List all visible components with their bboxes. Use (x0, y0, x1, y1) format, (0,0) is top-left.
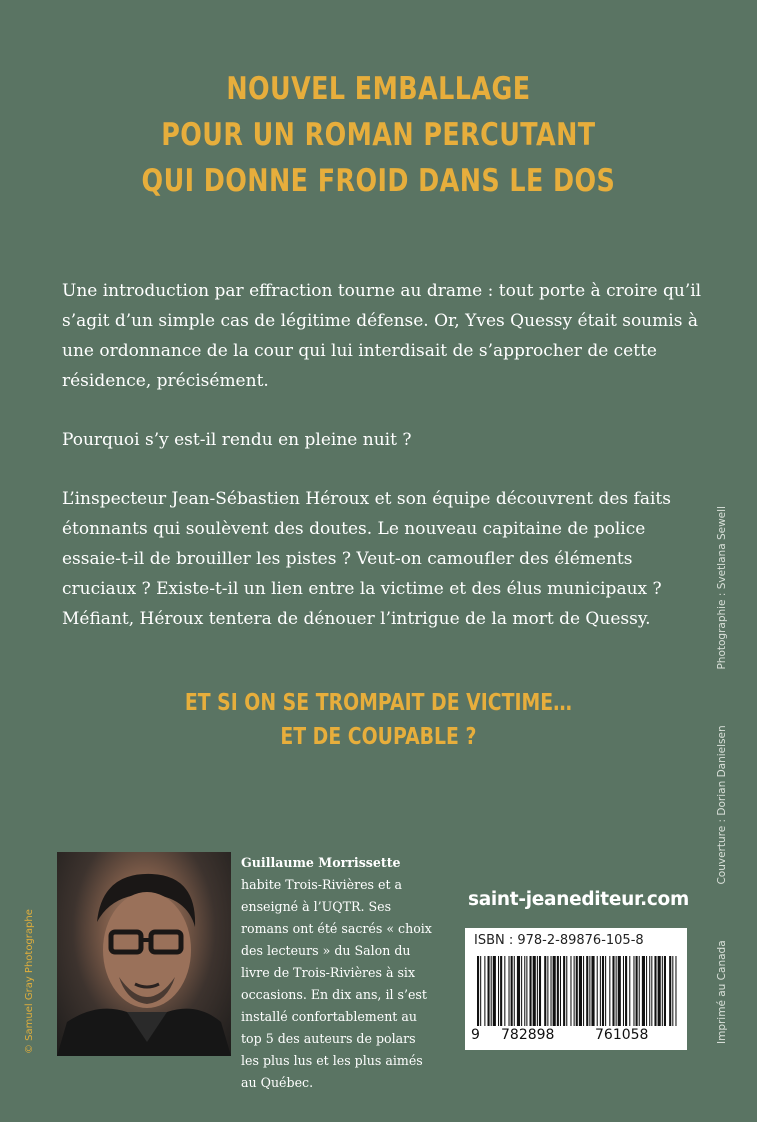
publisher-website[interactable]: saint-jeanediteur.com (468, 889, 689, 910)
barcode-bar (488, 956, 490, 1026)
photography-credit: Photographie : Svetlana Sewell (716, 506, 728, 670)
barcode-bar (477, 956, 479, 1026)
barcode-first-digit: 9 (471, 1027, 480, 1043)
author-bio (241, 852, 436, 1094)
headline (68, 66, 689, 204)
barcode-bar (484, 956, 485, 1026)
barcode-bar (672, 956, 673, 1026)
barcode-bar (480, 956, 481, 1026)
barcode-bar (589, 956, 590, 1026)
barcode-bar (524, 956, 525, 1026)
barcode-bar (514, 956, 515, 1026)
blurb-paragraph-2: Pourquoi s’y est-il rendu en pleine nuit ? (62, 430, 412, 450)
barcode-bar (547, 956, 548, 1026)
barcode-bar (517, 956, 520, 1026)
isbn-barcode-box (465, 928, 687, 1050)
barcode-bar (579, 956, 582, 1026)
tagline (68, 686, 689, 754)
barcode-bar (586, 956, 588, 1026)
barcode-bar (557, 956, 559, 1026)
barcode-bar (669, 956, 671, 1026)
author-bio-text: habite Trois-Rivières et a enseigné à l’UQTR. Ses romans ont été sacrés « choix des lecteurs » du Salon du livre de Trois-Rivières à six occasions. En dix ans, il s’est installé confortablement au top 5 des auteurs de polars les plus lus et les plus aimés au Québec. (241, 877, 432, 1090)
barcode-bar (530, 956, 532, 1026)
barcode-bar (537, 956, 538, 1026)
barcode-bar (629, 956, 630, 1026)
author-name: Guillaume Morrissette (241, 855, 401, 870)
barcode-bar (526, 956, 527, 1026)
barcode-bar (576, 956, 578, 1026)
barcode-bar (591, 956, 594, 1026)
barcode-bar (633, 956, 634, 1026)
barcode-bar (609, 956, 610, 1026)
barcode-bar (500, 956, 502, 1026)
barcode-bar (623, 956, 624, 1026)
barcode-left-digits: 782898 (501, 1027, 555, 1043)
barcode-bar (491, 956, 492, 1026)
printed-in-label: Imprimé au Canada (716, 940, 728, 1044)
barcode-bar (521, 956, 522, 1026)
headline-line-3: QUI DONNE FROID DANS LE DOS (141, 163, 616, 199)
barcode-bar (560, 956, 561, 1026)
barcode-bar (625, 956, 627, 1026)
barcode-bar (509, 956, 510, 1026)
barcode-bar (511, 956, 513, 1026)
blurb-paragraph-1: Une introduction par effraction tourne au drame : tout porte à croire qu’il s’agit d’un simple cas de légitime défense. Or, Yves Quessy était soumis à une ordonnance de la cour qui lui interdisait de s’approcher de cette résidence, précisément. (62, 281, 702, 391)
barcode-bar (551, 956, 552, 1026)
tagline-line-2: ET DE COUPABLE ? (280, 724, 477, 750)
vertical-credits (712, 506, 732, 1044)
barcode-bar (646, 956, 647, 1026)
barcode-bar (533, 956, 536, 1026)
blurb-paragraph-3: L’inspecteur Jean-Sébastien Héroux et son équipe découvrent des faits étonnants qui soulèvent des doutes. Le nouveau capitaine de police essaie-t-il de brouiller les pistes ? Veut-on camoufler des éléments cruciaux ? Existe-t-il un lien entre la victime et des élus municipaux ? Méfiant, Héroux tentera de dénouer l’intrigue de la mort de Quessy. (62, 489, 671, 629)
barcode-bar (600, 956, 601, 1026)
barcode-bar (498, 956, 499, 1026)
barcode-bar (553, 956, 556, 1026)
barcode-bar (493, 956, 496, 1026)
barcode-bar (662, 956, 663, 1026)
barcode-bar (605, 956, 606, 1026)
barcode-bar (636, 956, 638, 1026)
barcode-bar (664, 956, 666, 1026)
barcode (475, 956, 679, 1026)
barcode-bar (539, 956, 541, 1026)
isbn-label: ISBN : 978-2-89876-105-8 (474, 933, 644, 948)
barcode-digits (465, 1027, 687, 1045)
barcode-bar (616, 956, 617, 1026)
barcode-bar (602, 956, 604, 1026)
barcode-bar (658, 956, 661, 1026)
barcode-bar (675, 956, 676, 1026)
barcode-right-digits: 761058 (595, 1027, 649, 1043)
headline-line-2: POUR UN ROMAN PERCUTANT (161, 117, 596, 153)
cover-credit: Couverture : Dorian Danielsen (716, 725, 728, 885)
tagline-line-1: ET SI ON SE TROMPAIT DE VICTIME… (184, 690, 572, 716)
author-photo-credit: © Samuel Gray Photographe (24, 909, 35, 1054)
barcode-bar (597, 956, 598, 1026)
blurb (62, 276, 702, 663)
barcode-bar (544, 956, 546, 1026)
barcode-bar (649, 956, 650, 1026)
barcode-bar (504, 956, 505, 1026)
barcode-bar (574, 956, 575, 1026)
barcode-bar (639, 956, 640, 1026)
headline-line-1: NOUVEL EMBALLAGE (226, 71, 531, 107)
barcode-bar (566, 956, 567, 1026)
barcode-bar (563, 956, 565, 1026)
barcode-bar (618, 956, 621, 1026)
author-photo (57, 852, 231, 1056)
barcode-bar (570, 956, 571, 1026)
barcode-bar (583, 956, 584, 1026)
barcode-bar (654, 956, 656, 1026)
barcode-bar (651, 956, 652, 1026)
barcode-bar (642, 956, 645, 1026)
author-portrait-illustration (57, 852, 231, 1056)
barcode-bar (612, 956, 614, 1026)
